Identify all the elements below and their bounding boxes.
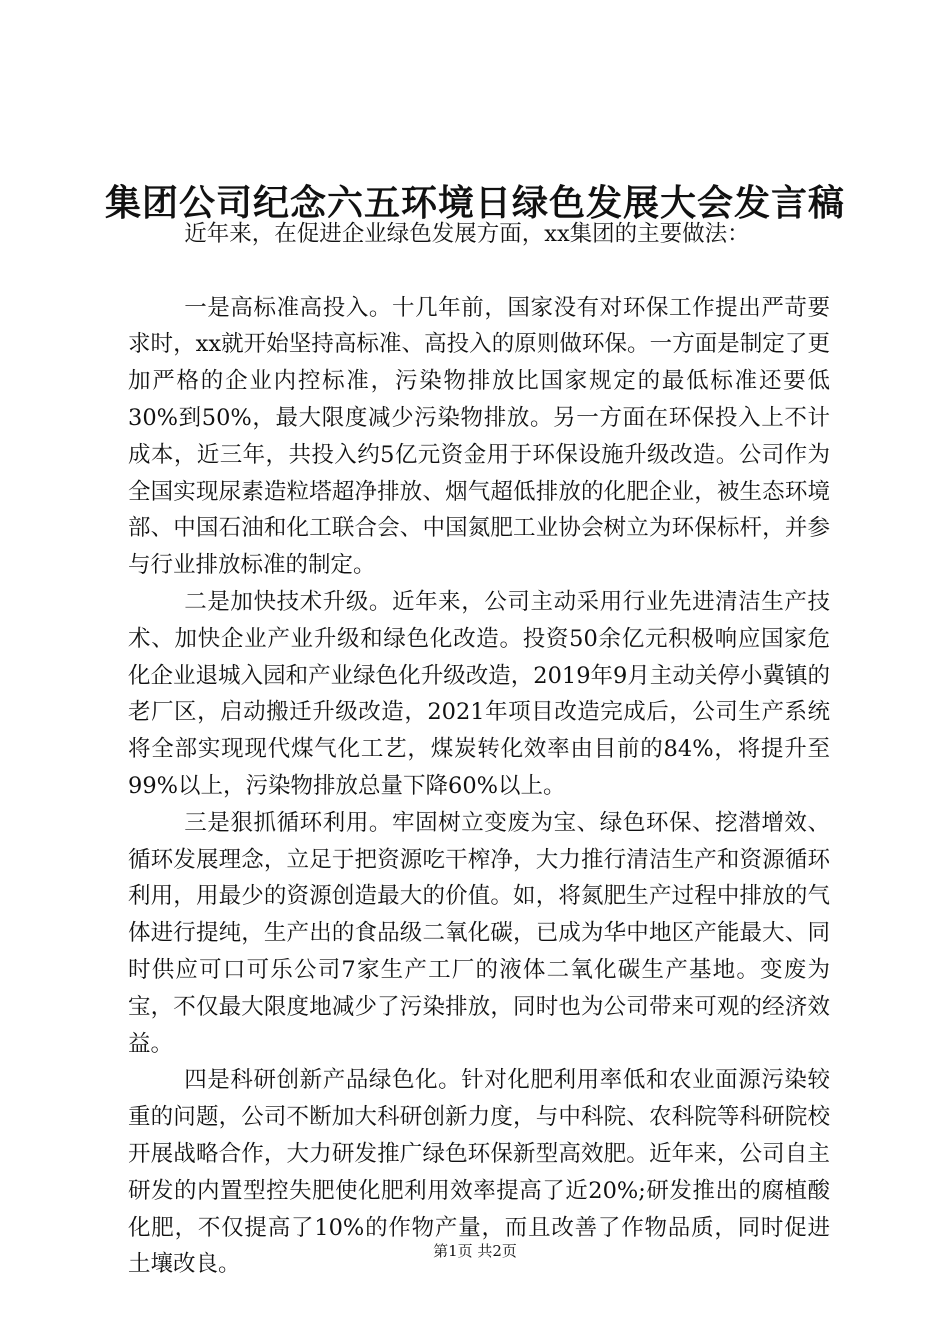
paragraph-2: 二是加快技术升级。近年来，公司主动采用行业先进清洁生产技术、加快企业产业升级和绿色化改造。投资50余亿元积极响应国家危化企业退城入园和产业绿色化升级改造，2019年9月主动关停小冀镇的老厂区，启动搬迁升级改造，2021年项目改造完成后，公司生产系统将全部实现现代煤气化工艺，煤炭转化效率由目前的84%，将提升至99%以上，污染物排放总量下降60%以上。 (128, 588, 830, 799)
document-title: 集团公司纪念六五环境日绿色发展大会发言稿 (104, 182, 845, 224)
page-footer: 第1页 共2页 (433, 1242, 517, 1260)
paragraph-1: 一是高标准高投入。十几年前，国家没有对环保工作提出严苛要求时，xx就开始坚持高标准、高投入的原则做环保。一方面是制定了更加严格的企业内控标准，污染物排放比国家规定的最低标准还要低30%到50%，最大限度减少污染物排放。另一方面在环保投入上不计成本，近三年，共投入约5亿元资金用于环保设施升级改造。公司作为全国实现尿素造粒塔超净排放、烟气超低排放的化肥企业，被生态环境部、中国石油和化工联合会、中国氮肥工业协会树立为环保标杆，并参与行业排放标准的制定。 (128, 294, 830, 579)
paragraph-3: 三是狠抓循环利用。牢固树立变废为宝、绿色环保、挖潜增效、循环发展理念，立足于把资源吃干榨净，大力推行清洁生产和资源循环利用，用最少的资源创造最大的价值。如，将氮肥生产过程中排放的气体进行提纯，生产出的食品级二氧化碳，已成为华中地区产能最大、同时供应可口可乐公司7家生产工厂的液体二氧化碳生产基地。变废为宝，不仅最大限度地减少了污染排放，同时也为公司带来可观的经济效益。 (128, 809, 830, 1057)
paragraph-4: 四是科研创新产品绿色化。针对化肥利用率低和农业面源污染较重的问题，公司不断加大科研创新力度，与中科院、农科院等科研院校开展战略合作，大力研发推广绿色环保新型高效肥。近年来，公司自主研发的内置型控失肥使化肥利用效率提高了近20%;研发推出的腐植酸化肥，不仅提高了10%的作物产量，而且改善了作物品质，同时促进土壤改良。 (128, 1067, 830, 1278)
document-body (128, 216, 830, 1283)
intro-paragraph: 近年来，在促进企业绿色发展方面，xx集团的主要做法： (184, 221, 750, 247)
